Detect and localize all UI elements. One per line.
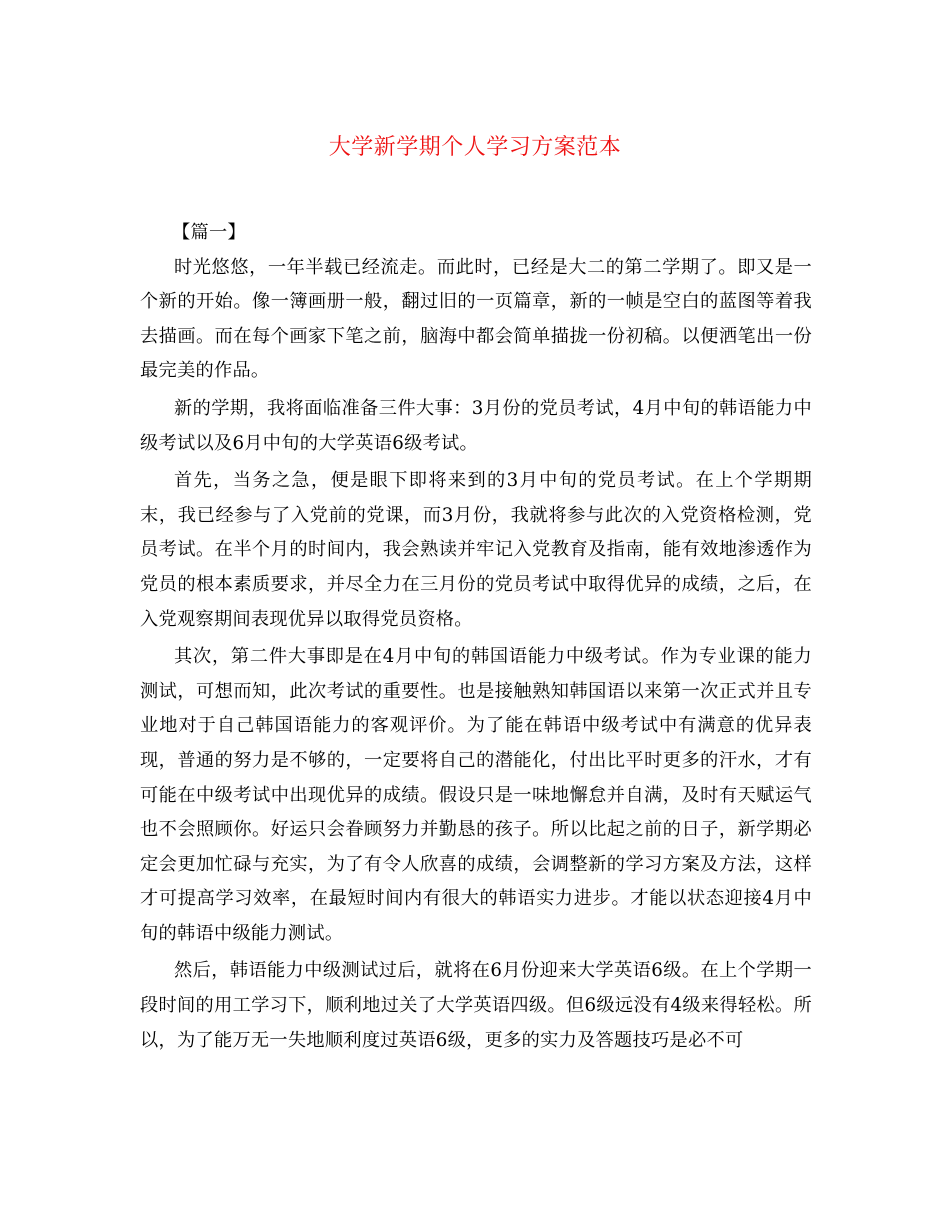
- paragraph: 其次，第二件大事即是在4月中旬的韩国语能力中级考试。作为专业课的能力测试，可想而知，此次考试的重要性。也是接触熟知韩国语以来第一次正式并且专业地对于自己韩国语能力的客观评价。为了能在韩语中级考试中有满意的优异表现，普通的努力是不够的，一定要将自己的潜能化，付出比平时更多的汗水，才有可能在中级考试中出现优异的成绩。假设只是一味地懈怠并自满，及时有天赋运气也不会照顾你。好运只会眷顾努力并勤恳的孩子。所以比起之前的日子，新学期必定会更加忙碌与充实，为了有令人欣喜的成绩，会调整新的学习方案及方法，这样才可提高学习效率，在最短时间内有很大的韩语实力进步。才能以状态迎接4月中旬的韩语中级能力测试。: [140, 646, 812, 944]
- paragraph: 然后，韩语能力中级测试过后，就将在6月份迎来大学英语6级。在上个学期一段时间的用工学习下，顺利地过关了大学英语四级。但6级远没有4级来得轻松。所以，为了能万无一失地顺利度过英语6级，更多的实力及答题技巧是必不可: [140, 960, 812, 1051]
- document-body: [140, 216, 812, 1058]
- document-title: 大学新学期个人学习方案范本: [328, 135, 622, 160]
- paragraph: 首先，当务之急，便是眼下即将来到的3月中旬的党员考试。在上个学期期末，我已经参与了入党前的党课，而3月份，我就将参与此次的入党资格检测，党员考试。在半个月的时间内，我会熟读并牢记入党教育及指南，能有效地渗透作为党员的根本素质要求，并尽全力在三月份的党员考试中取得优异的成绩，之后，在入党观察期间表现优异以取得党员资格。: [140, 470, 812, 630]
- section-heading: 【篇一】: [172, 222, 246, 243]
- paragraph: 新的学期，我将面临准备三件大事：3月份的党员考试，4月中旬的韩语能力中级考试以及6月中旬的大学英语6级考试。: [140, 397, 812, 454]
- paragraph: 时光悠悠，一年半载已经流走。而此时，已经是大二的第二学期了。即又是一个新的开始。像一簿画册一般，翻过旧的一页篇章，新的一帧是空白的蓝图等着我去描画。而在每个画家下笔之前，脑海中都会简单描拢一份初稿。以便洒笔出一份最完美的作品。: [140, 256, 812, 382]
